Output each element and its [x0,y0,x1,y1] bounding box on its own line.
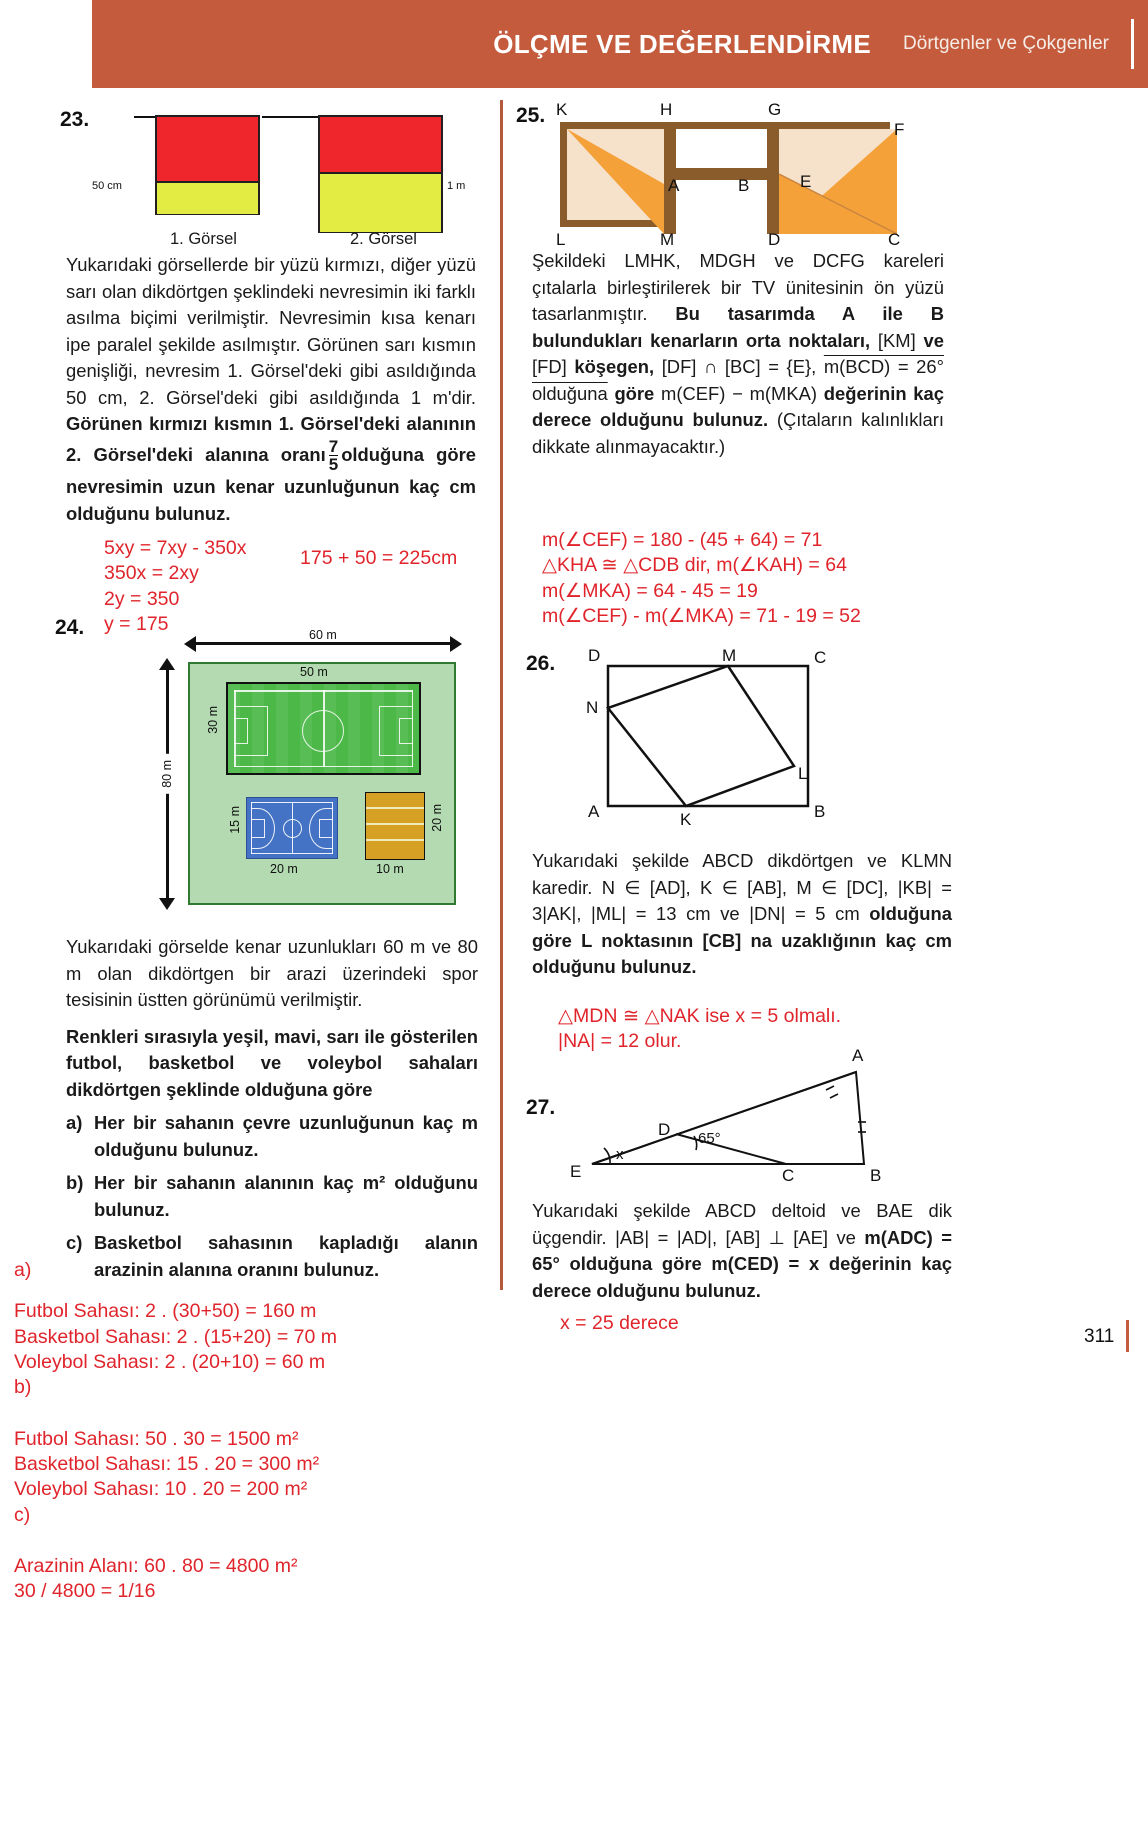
q23-answer-line-0: 5xy = 7xy - 350x [104,537,247,559]
caption-image-1: 1. Görsel [170,230,237,248]
question-24-text [66,934,478,1283]
q25-answer-line-1: △KHA ≅ △CDB dir, m(∠KAH) = 64 [542,554,847,577]
label-volley-width-10m: 10 m [376,862,404,876]
q25-paren: (Çıtaların kalınlıkları dikkate alınmayacaktır.) [532,409,944,457]
question-23-number: 23. [60,108,90,131]
q24-answer-a-line-2: Voleybol Sahası: 2 . (20+10) = 60 m [14,1351,326,1374]
q25-bold-1: Bu tasarımda A ile B bulundukları kenarların orta noktaları, [532,303,944,351]
q25-cond: [DF] ∩ [BC] = {E}, [661,356,817,377]
vertex-label-D26: D [588,646,601,665]
question-27-answer: x = 25 derece [560,1312,679,1334]
question-25-answer [542,528,962,629]
label-football-height-30m: 30 m [206,706,220,734]
q24-item-b-letter: b) [66,1172,84,1193]
q24-item-c-letter: c) [66,1232,83,1253]
cloth-1-yellow-part [157,181,258,214]
q24-answer-a-label: a) [14,1259,32,1281]
q25-ve: ve [923,329,944,351]
q24-bold: Renkleri sırasıyla yeşil, mavi, sarı ile gösterilen futbol, basketbol ve voleybol sahaları dikdörtgen şeklinde olduğuna göre [66,1025,478,1100]
cloth-image-2 [318,115,443,233]
vertex-label-A: A [668,176,680,195]
vertex-label-N26: N [586,698,599,717]
question-23-answer-right: 175 + 50 = 225cm [300,547,458,569]
q24-answer-b-line-2: Voleybol Sahası: 10 . 20 = 200 m² [14,1478,308,1501]
vertex-label-M26: M [722,646,737,665]
q25-cef-mka: m(CEF) − m(MKA) [661,382,818,404]
vertex-label-A27: A [852,1046,864,1065]
q23-bold-1: Görünen kırmızı kısmın 1. Görsel'deki alanının 2. Görsel'deki alanına oranı [66,413,476,465]
question-27-figure [546,1036,916,1196]
vertex-label-E27: E [570,1162,582,1181]
label-60m: 60 m [303,628,343,642]
vertex-label-L: L [556,230,566,249]
question-27-number: 27. [526,1096,556,1119]
dim-80m-arrow-bottom [159,898,175,910]
label-80m: 80 m [160,754,174,794]
q24-plain: Yukarıdaki görselde kenar uzunlukları 60 m ve 80 m olan dikdörtgen bir arazi üzerindeki spor tesisinin üstten görünümü verilmiştir. [66,936,478,1010]
q25-answer-line-3: m(∠CEF) - m(∠MKA) = 71 - 19 = 52 [542,605,861,628]
question-25-text [532,248,944,460]
vertex-label-C27: C [782,1166,795,1185]
q25-bcd: m(BCD) = 26° olduğuna [532,356,944,404]
vertex-label-G: G [768,100,782,119]
q25-km: [KM] [877,329,916,351]
vertex-label-A26: A [588,802,600,821]
dim-80m-arrow-top [159,658,175,670]
q23-answer-line-1: 350x = 2xy [104,562,199,585]
basketball-court [246,797,338,859]
land-area [188,662,456,905]
question-23-answer [104,536,304,637]
q25-bold-2: göre [614,382,655,404]
vertex-label-B26: B [814,802,826,821]
header-title: ÖLÇME VE DEĞERLENDİRME [493,28,872,59]
q24-item-a-letter: a) [66,1112,83,1133]
volleyball-court [365,792,425,860]
column-divider [500,100,503,1290]
q25-plain-1: Şekildeki LMHK, MDGH ve DCFG kareleri çıtalarla birleştirilerek bir TV ünitesinin ön yüzü tasarlanmıştır. [532,250,944,324]
question-23-figure [0,102,500,252]
q23-answer-line-3: y = 175 [104,613,169,636]
dim-60m-arrow-left [184,636,196,652]
q26-answer-line-1: |NA| = 12 olur. [558,1030,682,1053]
left-column [0,96,500,1836]
q24-answer-b-line-0: Futbol Sahası: 50 . 30 = 1500 m² [14,1427,299,1450]
q23-bold-2: olduğuna göre nevresimin uzun kenar uzunluğunun kaç cm olduğunu bulunuz. [66,443,477,524]
q24-answer-a-line-0: Futbol Sahası: 2 . (30+50) = 160 m [14,1300,317,1323]
q27-plain: Yukarıdaki şekilde ABCD deltoid ve BAE dik üçgendir. |AB| = |AD|, [AB] ⊥ [AE] ve [532,1200,952,1248]
q27-bold: m(ADC) = 65° olduğuna göre m(CED) = x değerinin kaç derece olduğunu bulunuz. [532,1226,952,1301]
vertex-label-M: M [660,230,675,249]
vertex-label-C: C [888,230,901,249]
label-1m: 1 m [447,180,466,192]
q24-answer-a-line-1: Basketbol Sahası: 2 . (15+20) = 70 m [14,1325,338,1348]
vertex-label-F: F [894,120,905,139]
cloth-image-1 [155,115,260,215]
q24-answer-b-label: b) [14,1376,32,1399]
vertex-label-E: E [800,172,812,191]
q24-item-a [66,1110,478,1163]
q23-fraction [329,438,338,475]
vertex-label-B: B [738,176,750,195]
page-header [92,0,1148,88]
dim-60m-arrow-right [450,636,462,652]
q26-bold: olduğuna göre L noktasının [CB] na uzaklığının kaç cm olduğunu bulunuz. [532,903,952,977]
vertex-label-B27: B [870,1166,882,1185]
vertex-label-D: D [768,230,781,249]
q25-fd: [FD] [532,356,567,377]
vertex-label-L26: L [798,764,808,783]
question-24-answers [14,1258,484,1605]
q24-item-a-text: Her bir sahanın çevre uzunluğunun kaç m olduğunu bulunuz. [94,1112,478,1160]
vertex-label-C26: C [814,648,827,667]
header-divider [1131,19,1134,69]
label-volley-height-20m: 20 m [430,804,444,832]
question-25-figure [542,100,905,249]
cloth-2-red-part [320,117,441,172]
q24-item-b [66,1170,478,1223]
question-26-number: 26. [526,652,556,675]
angle-label-65: 65° [698,1130,721,1147]
angle-label-x: x [616,1146,624,1163]
question-26-text [532,848,952,981]
q24-answer-c-line-0: Arazinin Alanı: 60 . 80 = 4800 m² [14,1555,298,1578]
q24-answer-c-line-1: 30 / 4800 = 1/16 [14,1580,156,1603]
football-field [226,682,421,775]
cloth-2-yellow-part [320,172,441,232]
q23-answer-line-2: 2y = 350 [104,587,180,610]
question-23-text [66,252,476,527]
page-number: 311 [1084,1326,1115,1347]
label-50cm: 50 cm [92,180,122,192]
q24-answer-b-line-1: Basketbol Sahası: 15 . 20 = 300 m² [14,1453,320,1476]
vertex-label-H: H [660,100,673,119]
cloth-1-red-part [157,117,258,181]
tv-unit-outline [560,122,890,227]
right-column [516,96,1148,1836]
label-basket-width-20m: 20 m [270,862,298,876]
q25-kosegen: köşegen, [574,356,655,377]
question-24-number: 24. [55,616,85,639]
q24-item-c-text: Basketbol sahasının kapladığı alanın arazinin alanına oranını bulunuz. [94,1232,478,1280]
q23-fraction-numerator: 7 [328,436,339,456]
label-basket-height-15m: 15 m [228,806,242,834]
caption-image-2: 2. Görsel [350,230,417,248]
q24-answer-c-label: c) [14,1503,31,1526]
vertex-label-K26: K [680,810,692,829]
question-25-number: 25. [516,104,546,127]
label-football-width-50m: 50 m [300,665,328,679]
question-26-figure [546,644,876,834]
q23-fraction-denominator: 5 [328,455,339,475]
header-subtitle: Dörtgenler ve Çokgenler [903,33,1109,54]
q26-answer-line-0: △MDN ≅ △NAK ise x = 5 olmalı. [558,1005,842,1027]
q25-answer-line-0: m(∠CEF) = 180 - (45 + 64) = 71 [542,529,823,551]
q23-plain-1: Yukarıdaki görsellerde bir yüzü kırmızı, diğer yüzü sarı olan dikdörtgen şeklindeki nevresimin iki farklı asılma biçimi verilmiştir. Nevresimin kısa kenarı ipe paralel şekilde asılmıştır. Görünen sarı kısmın genişliği, nevresim 1. Görsel'deki gibi asıldığında 50 cm, 2. Görsel'deki gibi asıldığında 1 m'dir. [66,254,476,408]
vertex-label-K: K [556,100,568,119]
dim-60m-line [192,642,454,645]
q25-bold-3: değerinin kaç derece olduğunu bulunuz. [532,382,944,430]
page-number-rule [1126,1320,1129,1352]
q26-plain: Yukarıdaki şekilde ABCD dikdörtgen ve KLMN karedir. N ∈ [AD], K ∈ [AB], M ∈ [DC], |KB| = 3|AK|, |ML| = 13 cm ve |DN| = 5 cm [532,850,952,924]
question-27-text [532,1198,952,1304]
vertex-label-D27: D [658,1120,671,1139]
question-24-figure [140,626,470,926]
q24-item-b-text: Her bir sahanın alanının kaç m² olduğunu bulunuz. [94,1172,478,1220]
tv-triangles [567,129,897,234]
q25-answer-line-2: m(∠MKA) = 64 - 45 = 19 [542,579,758,602]
